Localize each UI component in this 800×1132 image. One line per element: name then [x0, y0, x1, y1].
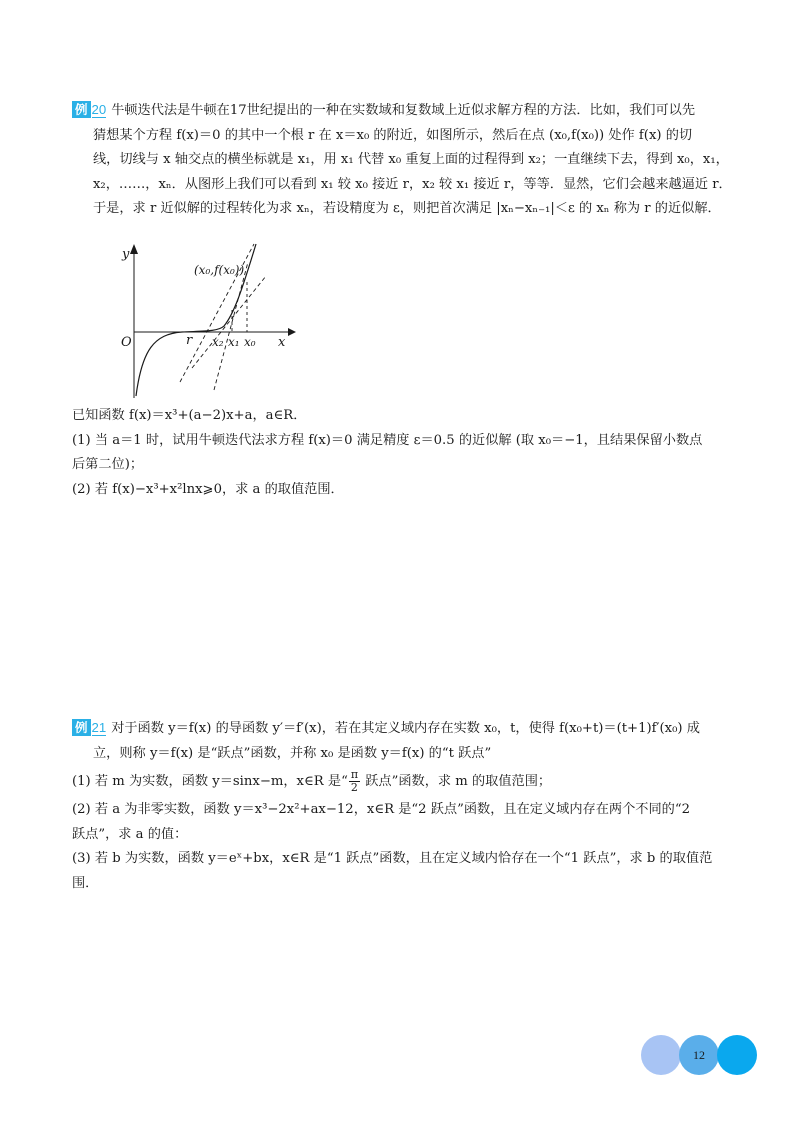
example-number: 20 [91, 102, 107, 117]
ex21-line-2: 立，则称 y＝f(x) 是“跃点”函数，并称 x₀ 是函数 y＝f(x) 的“t 跃点” [93, 745, 492, 761]
r-label: r [186, 333, 193, 348]
ex20-line-1 [72, 98, 732, 124]
ex21-q3-line-1: (3) 若 b 为实数，函数 y＝eˣ+bx，x∈R 是“1 跃点”函数，且在定义域内恰存在一个“1 跃点”，求 b 的取值范 [72, 851, 713, 866]
example-badge: 例 [72, 719, 91, 736]
ex20-q1-line-1: (1) 当 a＝1 时，试用牛顿迭代法求方程 f(x)＝0 满足精度 ε＝0.5 的近似解 (取 x₀＝−1，且结果保留小数点 [72, 432, 703, 448]
origin-label: O [121, 335, 132, 350]
x1-label: x₁ [228, 335, 240, 349]
ex20-line-5: 于是，求 r 近似解的过程转化为求 xₙ，若设精度为 ε，则把首次满足 |xₙ−xₙ₋₁|＜ε 的 xₙ 称为 r 的近似解． [93, 201, 721, 216]
x0-label: x₀ [244, 335, 256, 349]
ex20-q2: (2) 若 f(x)−x³+x²lnx⩾0，求 a 的取值范围． [72, 481, 344, 497]
x-axis-arrow [288, 328, 296, 336]
decor-circle-right [717, 1035, 757, 1075]
tangent-line-2 [214, 262, 248, 390]
fraction-denominator: 2 [350, 781, 358, 794]
x2-label: x₂ [212, 335, 224, 349]
ex20-text-line-1: 牛顿迭代法是牛顿在17世纪提出的一种在实数域和复数域上近似求解方程的方法．比如，我们可以先 [111, 103, 696, 118]
ex21-line-1 [72, 716, 732, 742]
ex21-q1-pre: (1) 若 m 为实数，函数 y＝sinx−m，x∈R 是“ [72, 774, 348, 789]
tangent-line-3 [192, 276, 266, 368]
pi-over-2-fraction [349, 769, 360, 794]
x-label: x [278, 335, 286, 350]
ex21-q3-line-2: 围． [72, 875, 99, 891]
ex20-questions [72, 404, 732, 502]
y-label: y [122, 247, 130, 262]
example-number: 21 [91, 720, 107, 735]
ex20-line-3: 线，切线与 x 轴交点的横坐标就是 x₁，用 x₁ 代替 x₀ 重复上面的过程得到 x₂；一直继续下去，得到 x₀，x₁， [93, 152, 729, 167]
ex20-given: 已知函数 f(x)＝x³+(a−2)x+a，a∈R． [72, 408, 307, 423]
fraction-numerator: π [350, 768, 359, 781]
example-21 [72, 716, 732, 896]
example-20 [72, 98, 732, 222]
y-axis-arrow [130, 244, 138, 254]
ex20-line-4: x₂，……，xₙ．从图形上我们可以看到 x₁ 较 x₀ 接近 r，x₂ 较 x₁ 接近 r，等等．显然，它们会越来越逼近 r． [93, 176, 732, 192]
newton-figure [120, 240, 300, 410]
ex21-text-line-1: 对于函数 y＝f(x) 的导函数 y′＝f′(x)，若在其定义域内存在实数 x₀，t，使得 f(x₀+t)＝(t+1)f′(x₀) 成 [111, 721, 700, 736]
page-number-badge [641, 1035, 759, 1077]
ex20-line-2: 猜想某个方程 f(x)＝0 的其中一个根 r 在 x＝x₀ 的附近，如图所示，然后在点 (x₀,f(x₀)) 处作 f(x) 的切 [93, 127, 693, 143]
ex21-q1-post: 跃点”函数，求 m 的取值范围； [361, 774, 552, 789]
page-number: 12 [693, 1048, 705, 1062]
ex21-q2-line-1: (2) 若 a 为非零实数，函数 y＝x³−2x²+ax−12，x∈R 是“2 跃点”函数，且在定义域内存在两个不同的“2 [72, 802, 690, 817]
decor-circle-left [641, 1035, 681, 1075]
ex21-q1 [72, 766, 732, 798]
ex21-q2-line-2: 跃点”，求 a 的值： [72, 826, 188, 842]
point-label: (x₀,f(x₀)) [194, 263, 245, 277]
ex20-q1-line-2: 后第二位)； [72, 457, 144, 472]
example-badge: 例 [72, 101, 91, 118]
